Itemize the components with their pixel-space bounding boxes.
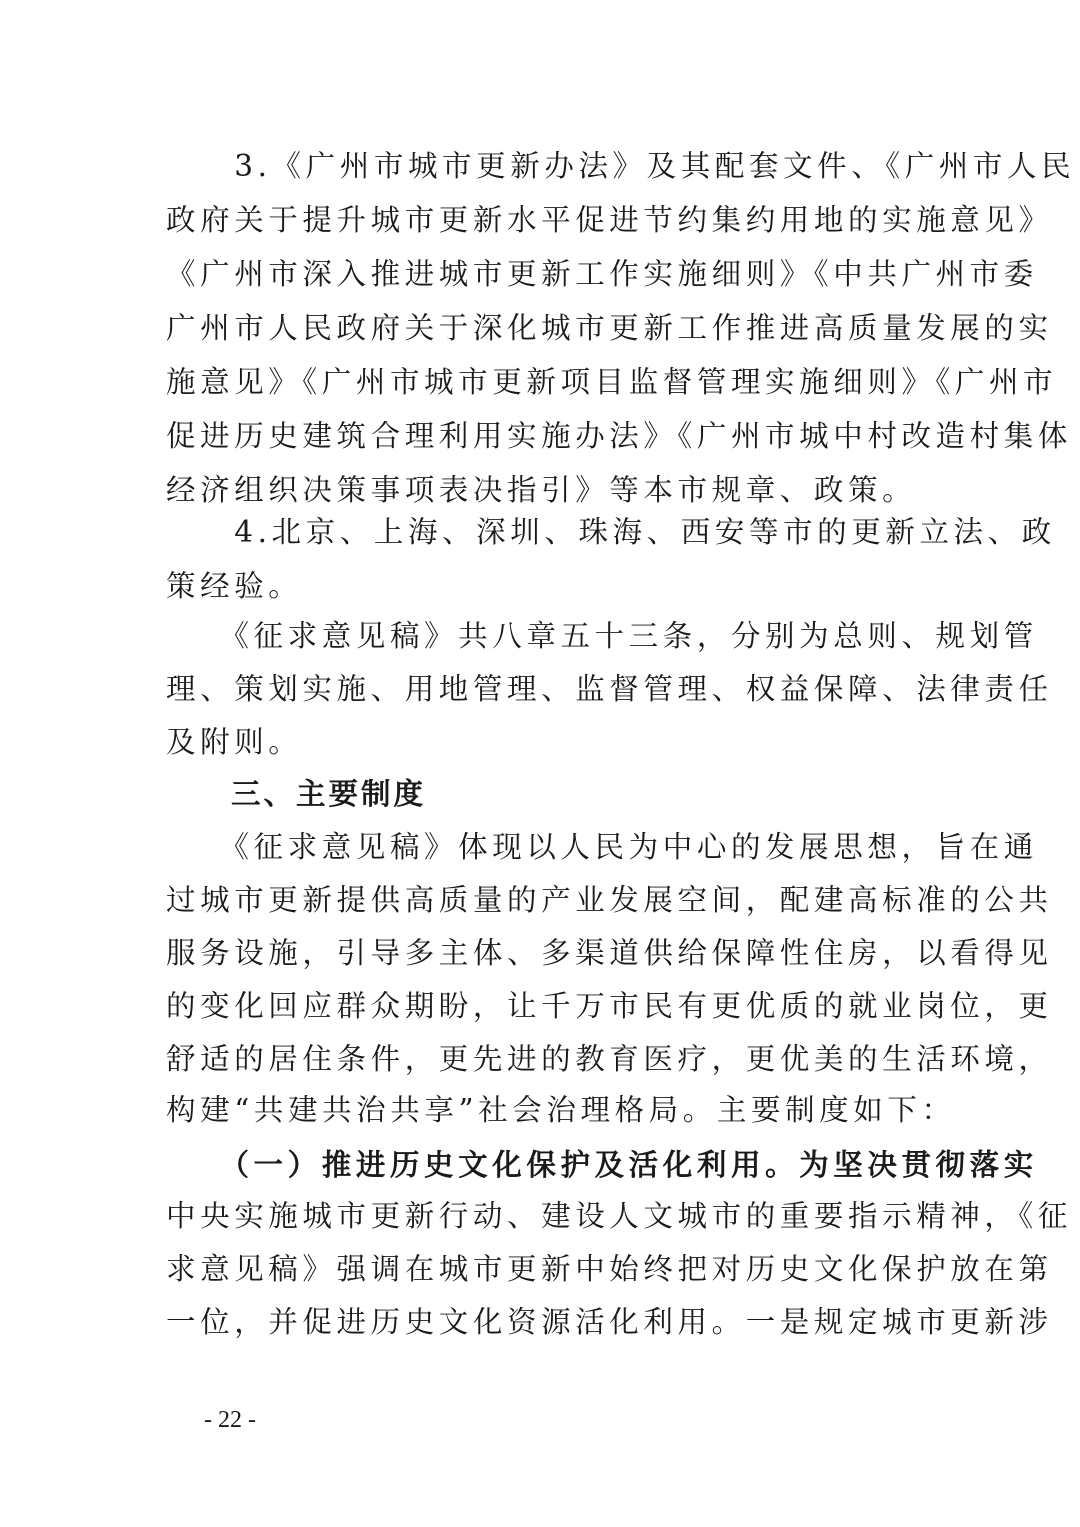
subsection-line: （一）推进历史文化保护及活化利用。为坚决贯彻落实 xyxy=(166,1147,1038,1182)
text-line: 及附则。 xyxy=(166,725,303,759)
text-line: 《征求意见稿》体现以人民为中心的发展思想，旨在通 xyxy=(166,830,1038,864)
text-line: 经济组织决策事项表决指引》等本市规章、政策。 xyxy=(166,473,917,507)
text-line: 4.北京、上海、深圳、珠海、西安等市的更新立法、政 xyxy=(166,515,1056,549)
text-line: 求意见稿》强调在城市更新中始终把对历史文化保护放在第 xyxy=(166,1252,1053,1286)
text-line: 《广州市深入推进城市更新工作实施细则》《中共广州市委 xyxy=(166,257,1038,291)
text-line: 促进历史建筑合理利用实施办法》《广州市城中村改造村集体 xyxy=(166,419,1072,453)
section-heading: 三、主要制度 xyxy=(166,777,427,811)
text-line: 构建“共建共治共享”社会治理格局。主要制度如下： xyxy=(166,1093,956,1127)
text-line: 的变化回应群众期盼，让千万市民有更优质的就业岗位，更 xyxy=(166,989,1053,1023)
text-line: 服务设施，引导多主体、多渠道供给保障性住房，以看得见 xyxy=(166,936,1053,970)
text-line: 过城市更新提供高质量的产业发展空间，配建高标准的公共 xyxy=(166,883,1053,917)
text-line: 一位，并促进历史文化资源活化利用。一是规定城市更新涉 xyxy=(166,1305,1053,1339)
text-line: 3.《广州市城市更新办法》及其配套文件、《广州市人民 xyxy=(166,149,1076,183)
text-line: 施意见》《广州市城市更新项目监督管理实施细则》《广州市 xyxy=(166,365,1058,399)
text-line: 策经验。 xyxy=(166,569,303,603)
text-line: 政府关于提升城市更新水平促进节约集约用地的实施意见》 xyxy=(166,203,1053,237)
text-line: 广州市人民政府关于深化城市更新工作推进高质量发展的实 xyxy=(166,311,1053,345)
text-line: 中央实施城市更新行动、建设人文城市的重要指示精神，《征 xyxy=(166,1199,1072,1233)
text-line: 《征求意见稿》共八章五十三条，分别为总则、规划管 xyxy=(166,619,1038,653)
page-number: - 22 - xyxy=(204,1407,256,1433)
text-line: 舒适的居住条件，更先进的教育医疗，更优美的生活环境， xyxy=(166,1042,1053,1076)
text-line: 理、策划实施、用地管理、监督管理、权益保障、法律责任 xyxy=(166,672,1053,706)
